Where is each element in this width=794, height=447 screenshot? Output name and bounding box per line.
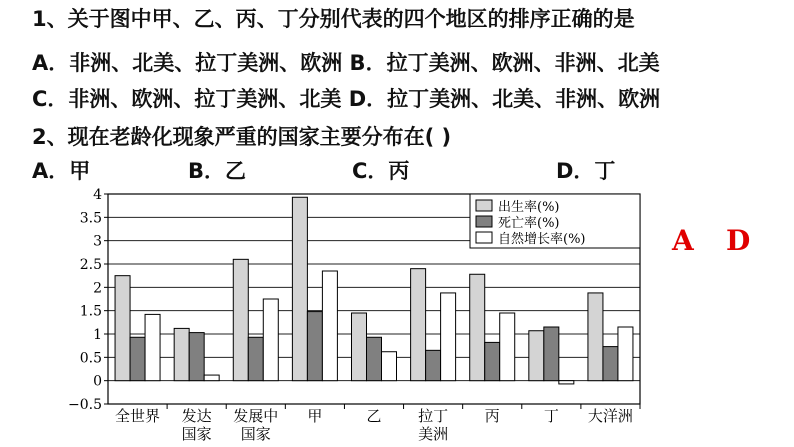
x-tick-label: 乙 xyxy=(366,407,382,425)
y-tick-label: 4 xyxy=(93,187,102,203)
bar-1-2 xyxy=(174,328,189,380)
bar-2-9 xyxy=(603,347,618,381)
question-1: 1、关于图中甲、乙、丙、丁分别代表的四个地区的排序正确的是 xyxy=(32,7,635,31)
y-tick-label: −0.5 xyxy=(68,397,102,413)
y-tick-label: 2 xyxy=(93,280,102,297)
question-1-options-cd: C．非洲、欧洲、拉丁美洲、北美 D．拉丁美洲、北美、非洲、欧洲 xyxy=(32,87,661,111)
legend-label-3: 自然增长率(%) xyxy=(498,232,586,247)
y-tick-label: 3 xyxy=(93,233,102,250)
bar-1-5 xyxy=(352,313,367,381)
x-tick-label: 大洋洲 xyxy=(587,407,633,425)
answer-1: A xyxy=(672,224,694,257)
x-tick-label: 甲 xyxy=(307,407,323,425)
bar-2-8 xyxy=(544,327,559,381)
x-tick-label: 全世界 xyxy=(115,407,161,425)
y-tick-label: 0 xyxy=(93,373,102,390)
x-tick-label: 美洲 xyxy=(418,425,449,443)
bar-3-5 xyxy=(382,352,397,381)
bar-2-7 xyxy=(485,342,500,380)
y-tick-label: 2.5 xyxy=(79,257,102,273)
bar-1-9 xyxy=(588,293,603,381)
x-tick-label: 国家 xyxy=(240,425,271,443)
bar-2-2 xyxy=(189,333,204,381)
y-tick-label: 1.5 xyxy=(79,303,102,320)
bar-2-5 xyxy=(367,337,382,380)
y-tick-label: 1 xyxy=(93,327,102,343)
bar-2-4 xyxy=(307,312,322,381)
bar-3-8 xyxy=(559,381,574,384)
legend-label-2: 死亡率(%) xyxy=(498,216,560,231)
bar-1-8 xyxy=(529,331,544,381)
bar-2-1 xyxy=(130,337,145,380)
bar-3-6 xyxy=(441,293,456,381)
bar-1-4 xyxy=(292,197,307,380)
y-tick-label: 3.5 xyxy=(79,210,102,227)
question-1-options-ab: A．非洲、北美、拉丁美洲、欧洲 B．拉丁美洲、欧洲、非洲、北美 xyxy=(32,51,660,75)
answer-2: D xyxy=(726,224,751,257)
bar-3-4 xyxy=(322,271,337,381)
bar-1-3 xyxy=(233,259,248,380)
legend-swatch-2 xyxy=(476,216,492,227)
question-2-option-a: A．甲 xyxy=(32,159,91,183)
question-2: 2、现在老龄化现象严重的国家主要分布在( ) xyxy=(32,125,452,149)
x-tick-label: 拉丁 xyxy=(418,407,449,425)
legend-swatch-3 xyxy=(476,232,492,243)
bar-2-3 xyxy=(248,337,263,380)
y-tick-label: 0.5 xyxy=(79,350,102,367)
legend-swatch-1 xyxy=(476,200,492,211)
legend xyxy=(470,194,640,248)
x-tick-label: 丙 xyxy=(484,407,500,425)
question-2-option-d: D．丁 xyxy=(556,159,616,183)
question-2-option-b: B．乙 xyxy=(188,159,247,183)
bar-1-6 xyxy=(411,269,426,381)
bar-3-1 xyxy=(145,314,160,380)
bar-3-3 xyxy=(263,299,278,381)
x-tick-label: 发达 xyxy=(181,407,212,425)
bar-1-7 xyxy=(470,274,485,380)
question-2-option-c: C．丙 xyxy=(352,159,410,183)
bar-3-7 xyxy=(500,313,515,381)
bar-3-2 xyxy=(204,375,219,381)
bar-1-1 xyxy=(115,276,130,381)
bar-3-9 xyxy=(618,327,633,381)
bar-2-6 xyxy=(426,350,441,380)
x-tick-label: 发展中 xyxy=(233,407,279,425)
legend-label-1: 出生率(%) xyxy=(498,200,560,215)
x-tick-label: 国家 xyxy=(181,425,212,443)
x-tick-label: 丁 xyxy=(543,407,559,425)
